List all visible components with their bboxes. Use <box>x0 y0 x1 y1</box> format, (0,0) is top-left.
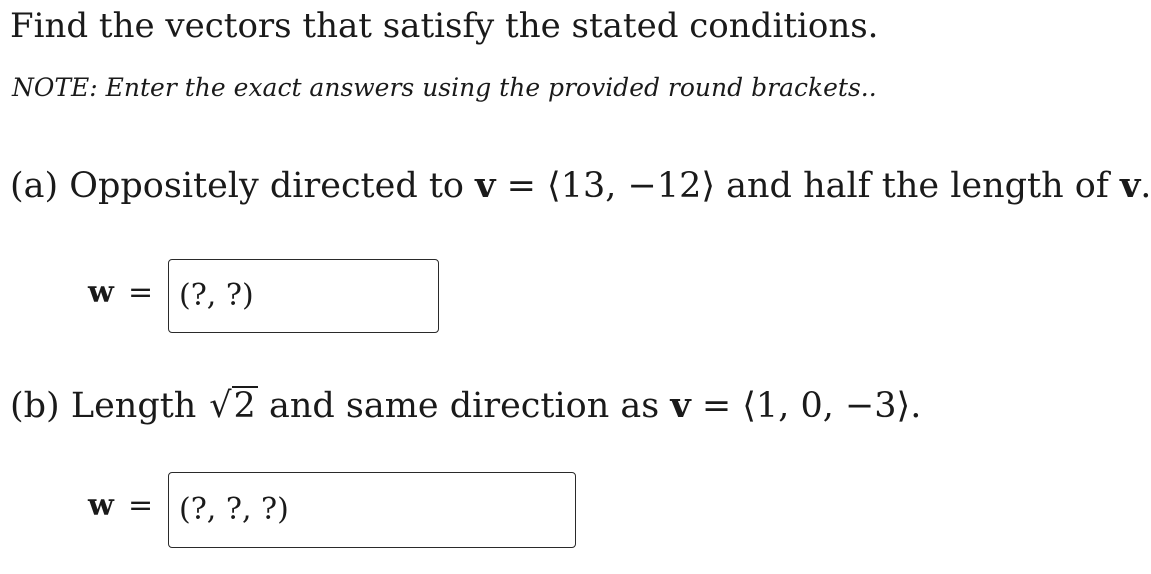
sqrt-radicand: 2 <box>233 386 256 426</box>
part-b-vector-value: = ⟨1, 0, −3⟩. <box>690 386 922 426</box>
part-b-prompt <box>10 382 921 430</box>
part-b-middle: and same direction as <box>257 386 671 426</box>
part-a-answer-input[interactable] <box>168 259 439 333</box>
part-b-equals-sign: = <box>128 488 154 523</box>
part-b-answer-label: w <box>88 488 114 523</box>
part-b-answer-input[interactable] <box>168 472 576 548</box>
part-a-prefix: (a) Oppositely directed to <box>10 166 476 206</box>
part-a-answer-label: w <box>88 275 114 310</box>
part-a-suffix: . <box>1140 166 1151 206</box>
sqrt-symbol: √ <box>209 386 232 426</box>
part-b-prefix: (b) Length <box>10 386 208 426</box>
part-a-equals-sign: = <box>128 275 154 310</box>
sqrt-expression <box>207 382 257 430</box>
part-b-answer-value: (?, ?, ?) <box>179 492 289 527</box>
part-b-vector-v: v <box>670 385 691 426</box>
part-a-vector-v: v <box>475 165 496 206</box>
part-a-vector-value: = ⟨13, −12⟩ and half the length of <box>495 166 1120 206</box>
instruction-note: NOTE: Enter the exact answers using the provided round brackets.. <box>12 73 877 102</box>
question-title: Find the vectors that satisfy the stated conditions. <box>10 6 879 46</box>
part-a-answer-value: (?, ?) <box>179 278 254 313</box>
part-a-prompt <box>10 162 1151 210</box>
part-a-vector-v-2: v <box>1119 165 1141 206</box>
